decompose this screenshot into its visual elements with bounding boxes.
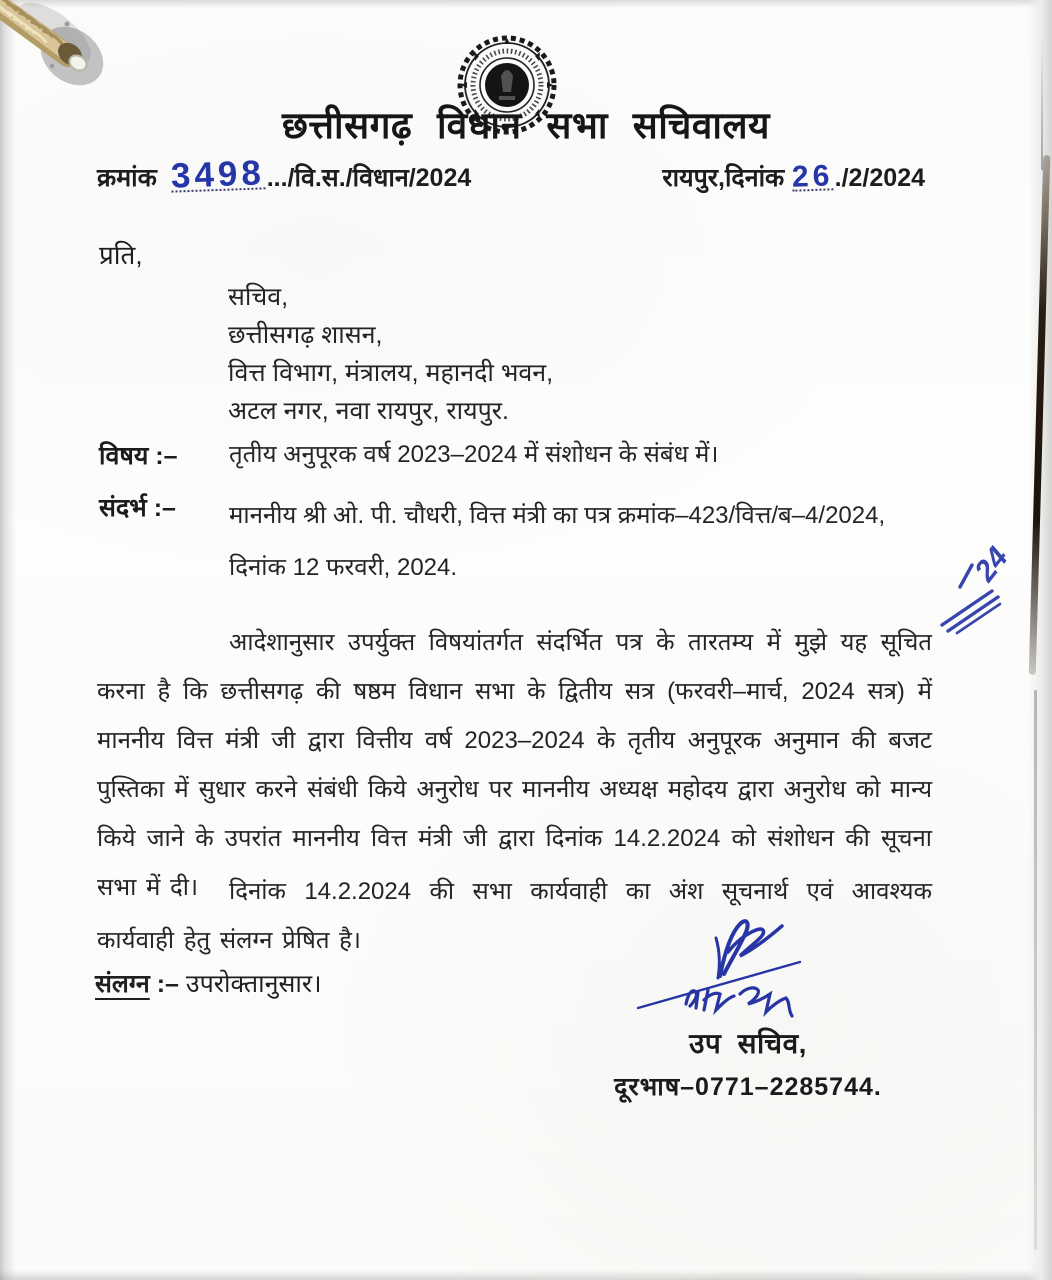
date-suffix: ./2/2024 xyxy=(834,164,925,192)
recipient-salutation: प्रति, xyxy=(99,240,143,270)
reference-text: माननीय श्री ओ. पी. चौधरी, वित्त मंत्री का पत्र क्रमांक–423/वित्त/ब–4/2024, दिनांक 12 फरवरी, 2024. xyxy=(229,502,886,581)
ref-number-handwritten: 3498 xyxy=(170,153,266,196)
handwritten-signature-icon xyxy=(624,912,854,1030)
margin-note-text: 24 xyxy=(968,541,1015,588)
date-day-handwritten: 26 xyxy=(791,159,835,194)
subject-text: तृतीय अनुपूरक वर्ष 2023–2024 में संशोधन के संबंध में। xyxy=(229,441,719,468)
ref-label: क्रमांक xyxy=(97,164,157,192)
subject-label: विषय :– xyxy=(99,442,178,470)
org-title: छत्तीसगढ़ विधान सभा सचिवालय xyxy=(281,105,771,146)
enclosure-separator: :– xyxy=(156,970,179,998)
ref-suffix: .../वि.स./विधान/2024 xyxy=(266,164,472,192)
signatory-designation: उप सचिव, xyxy=(689,1028,807,1059)
meta-row xyxy=(97,153,925,196)
reference-label: संदर्भ :– xyxy=(99,494,176,522)
signatory-phone: दूरभाष–0771–2285744. xyxy=(614,1073,882,1101)
date-prefix: रायपुर,दिनांक xyxy=(662,164,785,192)
recipient-line: वित्त विभाग, मंत्रालय, महानदी भवन, xyxy=(228,359,554,387)
enclosure-label: संलग्न xyxy=(95,970,150,998)
signoff-block xyxy=(598,1024,898,1103)
recipient-line: छत्तीसगढ़ शासन, xyxy=(228,321,383,349)
reference-number-line xyxy=(97,153,472,196)
subject-row xyxy=(99,438,932,472)
enclosure-text: उपरोक्तानुसार। xyxy=(185,970,322,998)
recipient-line: सचिव, xyxy=(228,283,289,311)
reference-row xyxy=(99,490,932,594)
recipient-line: अटल नगर, नवा रायपुर, रायपुर. xyxy=(228,397,509,425)
body-paragraph-1: आदेशानुसार उपर्युक्त विषयांतर्गत संदर्भित पत्र के तारतम्य में मुझे यह सूचित करना है कि छत्तीसगढ़ की षष्ठम विधान सभा के द्वितीय सत्र (फरवरी–मार्च, 2024 सत्र) में माननीय वित्त मंत्री जी द्वारा वित्तीय वर्ष 2023–2024 के तृतीय अनुपूरक अनुमान की बजट पुस्तिका में सुधार करने संबंधी किये अनुरोध पर माननीय अध्यक्ष महोदय द्वारा अनुरोध को मान्य किये जाने के उपरांत माननीय वित्त मंत्री जी द्वारा दिनांक 14.2.2024 को संशोधन की सूचना सभा में दी। xyxy=(97,629,932,901)
enclosure-line xyxy=(95,966,322,1000)
date-line xyxy=(662,160,925,194)
margin-ink-note-icon xyxy=(930,525,1040,640)
recipient-address xyxy=(228,278,553,430)
body-paragraph-2: दिनांक 14.2.2024 की सभा कार्यवाही का अंश सूचनार्थ एवं आवश्यक कार्यवाही हेतु संलग्न प्रेषित है। xyxy=(97,878,932,954)
